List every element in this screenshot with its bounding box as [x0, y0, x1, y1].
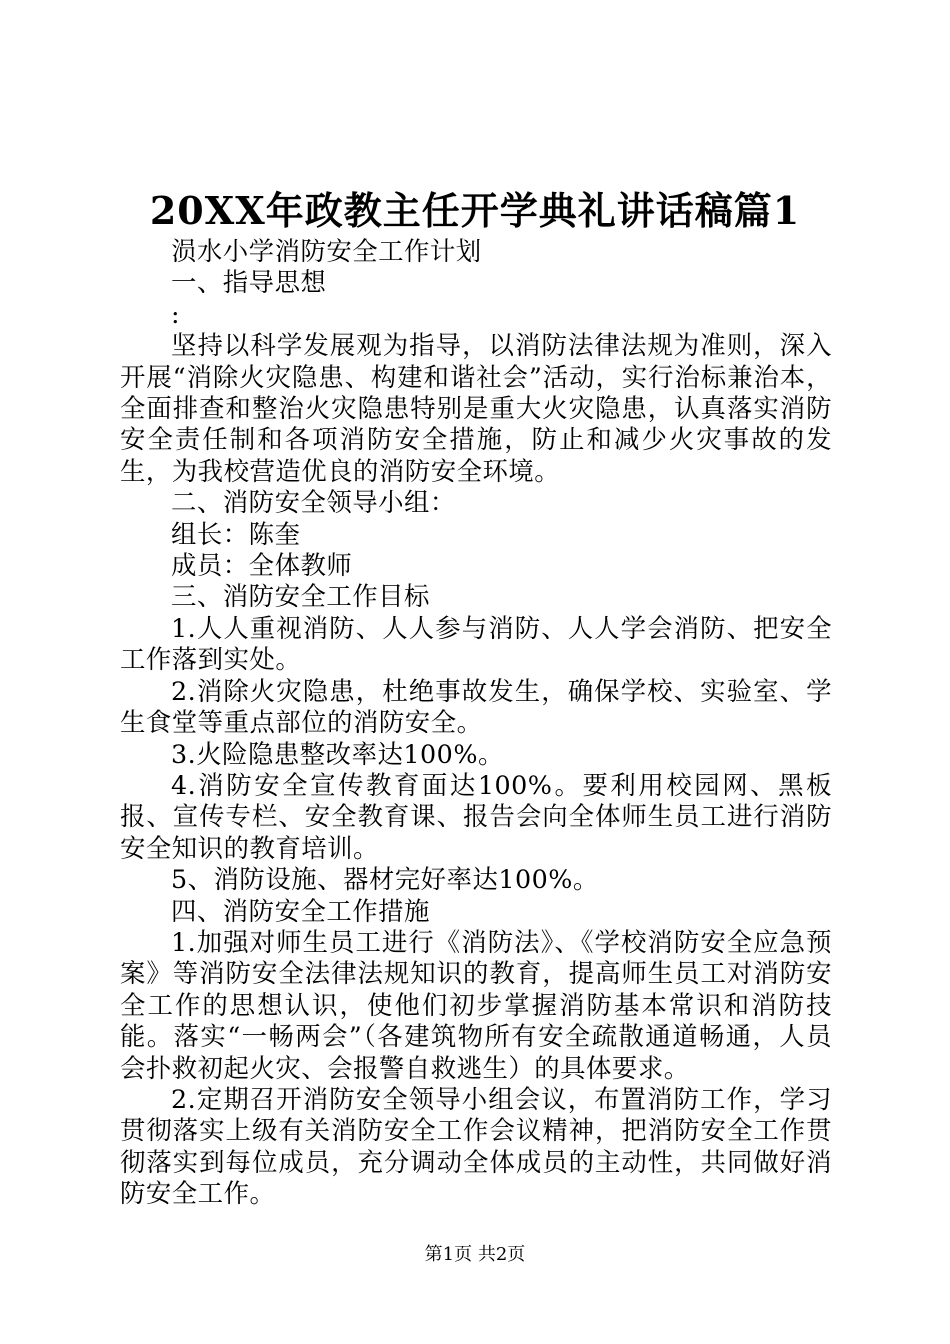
section-heading-guiding-idea: 一、指导思想 [171, 267, 327, 298]
section-heading-goals: 三、消防安全工作目标 [171, 581, 430, 612]
group-leader-line: 组长：陈奎 [171, 518, 301, 549]
goal-item: 1.人人重视消防、人人参与消防、人人学会消防、把安全工作落到实处。 [120, 612, 832, 675]
page-footer: 第1页 共2页 [424, 1244, 526, 1265]
colon-line: : [171, 298, 181, 329]
measure-item: 1.加强对师生员工进行《消防法》、《学校消防安全应急预案》等消防安全法律法规知识的教育，提高师生员工对消防安全工作的思想认识，使他们初步掌握消防基本常识和消防技能。落实“一畅两会”（各建筑物所有安全疏散通道畅通，人员会扑救初起火灾、会报警自救逃生）的具体要求。 [120, 926, 832, 1083]
document-body [120, 236, 832, 1210]
goal-item: 2.消除火灾隐患，杜绝事故发生，确保学校、实验室、学生食堂等重点部位的消防安全。 [120, 675, 832, 738]
measure-item: 2.定期召开消防安全领导小组会议，布置消防工作，学习贯彻落实上级有关消防安全工作会议精神，把消防安全工作贯彻落实到每位成员，充分调动全体成员的主动性，共同做好消防安全工作。 [120, 1083, 832, 1209]
guiding-idea-paragraph: 坚持以科学发展观为指导，以消防法律法规为准则，深入开展“消除火灾隐患、构建和谐社会”活动，实行治标兼治本，全面排查和整治火灾隐患特别是重大火灾隐患，认真落实消防安全责任制和各项消防安全措施，防止和减少火灾事故的发生，为我校营造优良的消防安全环境。 [120, 330, 832, 486]
group-members-line: 成员：全体教师 [171, 550, 353, 581]
goal-item: 3.火险隐患整改率达100%。 [171, 738, 504, 769]
goal-item: 5、消防设施、器材完好率达100%。 [171, 864, 599, 895]
section-heading-leadership-group: 二、消防安全领导小组： [171, 487, 456, 518]
goal-item: 4.消防安全宣传教育面达100%。要利用校园网、黑板报、宣传专栏、安全教育课、报告会向全体师生员工进行消防安全知识的教育培训。 [120, 769, 832, 863]
school-plan-heading: 涢水小学消防安全工作计划 [171, 236, 482, 266]
document-title: 20XX年政教主任开学典礼讲话稿篇1 [149, 188, 801, 233]
section-heading-measures: 四、消防安全工作措施 [171, 895, 430, 926]
